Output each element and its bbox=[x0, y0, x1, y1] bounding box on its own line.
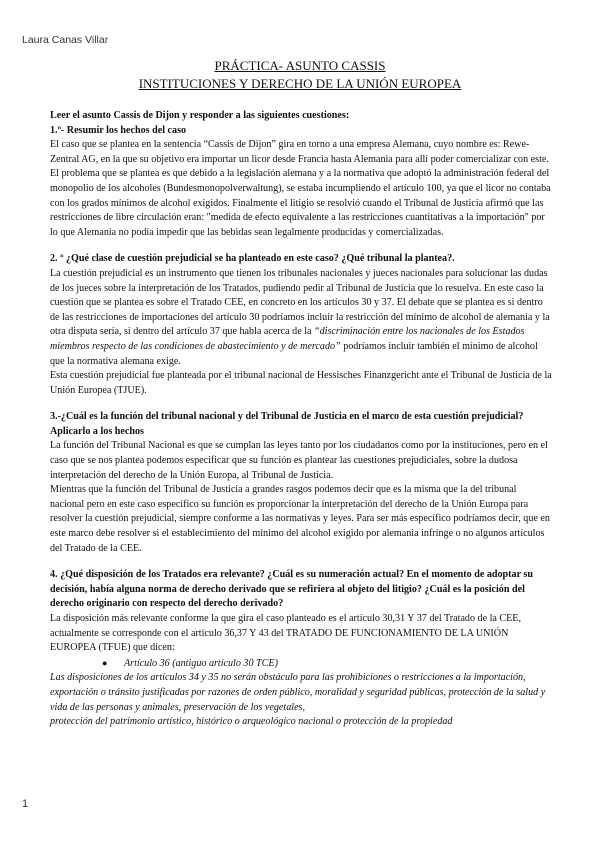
section-2-question: 2. º ¿Qué clase de cuestión prejudicial se ha planteado en este caso? ¿Qué tribunal la plantea?. bbox=[50, 253, 455, 265]
section-1-intro: Leer el asunto Cassis de Dijon y responder a las siguientes cuestiones: bbox=[50, 110, 350, 121]
section-2-answer-part1: La cuestión prejudicial es un instrumento que tienen los tribunales nacionales y jueces nacionales para solucionar las dudas de los jueces sobre la interpretación de los Tratados, pudiendo pedir al Tribunal de Justicia que lo resuelva. En este caso la cuestión que se plantea es sobre el Tratado CEE, en concreto en los artículos 30 y 37. El debate que se plantea es si dentro de las restricciones de importaciones del artículo 30 podríamos incluir la restricción del mínimo de alcohol de alemania y la otra disputa sería, si dentro del artículo 37 que habla acerca de la bbox=[50, 267, 550, 338]
section-3-question: 3.-¿Cuál es la función del tribunal nacional y del Tribunal de Justicia en el marco de esta cuestión prejudicial? Aplicarlo a los hechos bbox=[50, 411, 524, 437]
section-2-answer bbox=[50, 267, 552, 369]
title-line-2: INSTITUCIONES Y DERECHO DE LA UNIÓN EUROPEA bbox=[138, 76, 462, 91]
article-quote-paragraph-1: Las disposiciones de los artículos 34 y 35 no serán obstáculo para las prohibiciones o restricciones a la importación, exportación o tránsito justificadas por razones de orden público, moralidad y seguridad públicas, protección de la salud y vida de las personas y animales, preservación de los vegetales, bbox=[50, 672, 546, 713]
title-line-1: PRÁCTICA- ASUNTO CASSIS bbox=[214, 58, 386, 73]
section-1-answer: El caso que se plantea en la sentencia “Cassis de Dijon” gira en torno a una empresa Alemana, cuyo nombre es: Rewe-Zentral AG, en la que su objetivo era importar un licor desde Francia hasta Alemania para allí poder comercializar con este. El problema que se plantea es que debido a la legislación alemana y a la normativa que adoptó la administración federal del monopolio de los alcoholes (Bundesmonopolverwaltung), se estaba incumpliendo el artículo 100, ya que el licor no contaba con los grados mínimos de alcohol exigidos. Finalmente el litigio se resolvió cuando el Tribunal de Justicia afirmó que las restricciones de libre circulación eran: "medida de efecto equivalente a las restricciones cuantitativas a la importación" por lo que Alemania no podía impedir que las bebidas sean legalmente producidas y comercializadas. bbox=[50, 139, 551, 238]
section-2-answer-quote: “discriminación entre los nacionales de los Estados miembros respecto de las condiciones de abastecimiento y de mercado” bbox=[50, 326, 525, 352]
section-2-answer-part2: podríamos incluir también el mínimo de alcohol que la normativa alemana exige. bbox=[50, 340, 538, 367]
section-1-question: 1.º- Resumir los hechos del caso bbox=[50, 124, 187, 136]
section-3-answer-paragraph-2: Mientras que la función del Tribunal de Justicia a grandes rasgos podemos decir que es la misma que la del tribunal nacional pero en este caso específico su función es proporcionar la interpretación del derecho de la Unión Europa para resolver la cuestión prejudicial, siempre conforme a las normativas y leyes. Para ser más específico podríamos decir, que en este marco debe resolver si el establecimiento del mínimo del alcohol exigido por alemania infringe o no algunos artículos del Tratado de la CEE. bbox=[50, 484, 550, 554]
document-body bbox=[50, 109, 552, 730]
document-title bbox=[0, 57, 600, 93]
page-number: 1 bbox=[22, 798, 29, 810]
article-bullet bbox=[102, 656, 552, 672]
author-name: Laura Canas Villar bbox=[22, 34, 109, 46]
section-4-question: 4. ¿Qué disposición de los Tratados era relevante? ¿Cuál es su numeración actual? En el momento de adoptar su decisión, había alguna norma de derecho derivado que se refiriera al objeto del litigio? ¿Cuál es la posición del derecho originario con respecto del derecho derivado? bbox=[50, 569, 533, 610]
article-quote-paragraph-2: protección del patrimonio artístico, histórico o arqueológico nacional o protección de la propiedad bbox=[50, 716, 453, 728]
article-bullet-label: Artículo 36 (antiguo artículo 30 TCE) bbox=[124, 657, 278, 669]
section-4-answer: La disposición más relevante conforme la que gira el caso planteado es el artículo 30,31 Y 37 del Tratado de la CEE, actualmente se corresponde con el artículo 36,37 Y 43 del TRATADO DE FUNCIONAMIENTO DE LA UNIÓN EUROPEA (TFUE) que dicen: bbox=[50, 613, 521, 654]
section-3-answer-paragraph-1: La función del Tribunal Nacional es que se cumplan las leyes tanto por los ciudadanos como por la instituciones, pero en el caso que se nos plantea podemos especificar que su función es plantear las cuestiones prejudiciales, sobre la dudosa interpretación del derecho de la Unión Europa, al Tribunal de Justicia. bbox=[50, 440, 548, 481]
section-2-answer-paragraph-2: Esta cuestión prejudicial fue planteada por el tribunal nacional de Hessisches Finanzgericht ante el Tribunal de Justicia de la Unión Europea (TJUE). bbox=[50, 370, 552, 396]
bullet-dot-icon: ● bbox=[102, 657, 108, 668]
